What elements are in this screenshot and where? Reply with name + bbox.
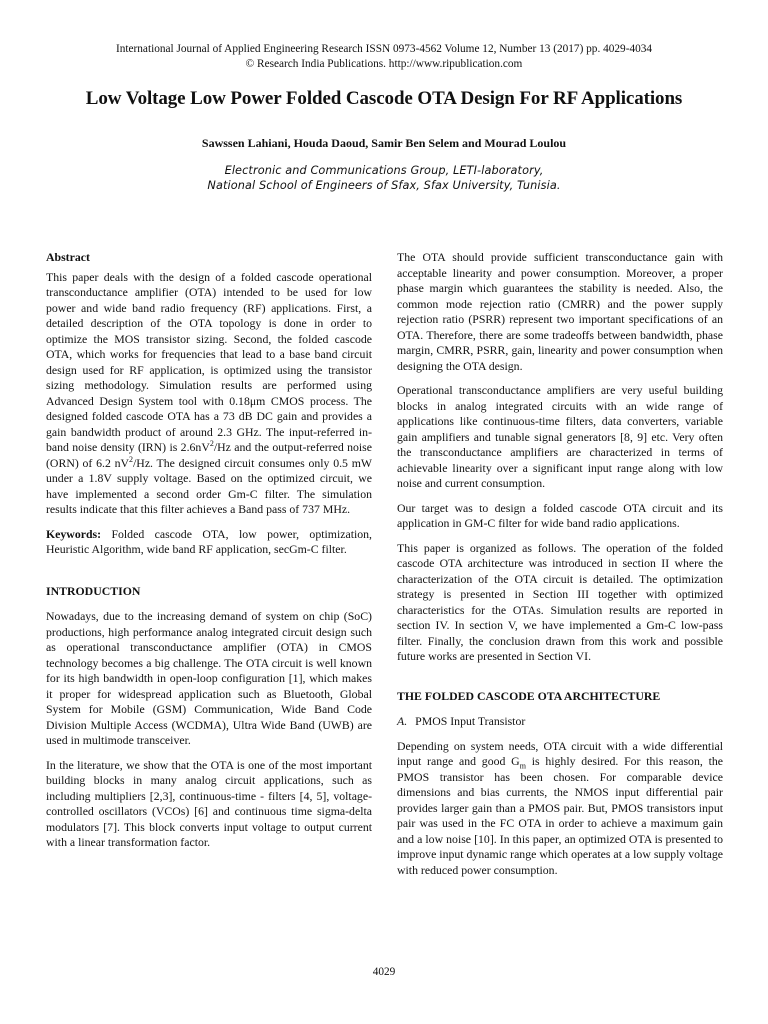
keywords-label: Keywords:	[46, 526, 102, 541]
authors: Sawssen Lahiani, Houda Daoud, Samir Ben Selem and Mourad Loulou	[201, 136, 567, 150]
journal-header-line1: International Journal of Applied Engineering Research ISSN 0973-4562 Volume 12, Number 13 (2017) pp. 4029-4034	[115, 43, 653, 55]
introduction-paragraph-1: Nowadays, due to the increasing demand of system on chip (SoC) productions, high performance analog integrated circuit design such as operational transconductance amplifier (OTA) in CMOS technology becomes a big challenge. The OTA circuit is well known for its high bandwidth in open-loop configuration [1], which makes it proper for widespread application such as Bluetooth, Global System for Mobile (GSM) Communication, Wide Band Code Division Multiple Access (WCDMA), Ultra Wide Band (UWB) are used in multimode transceiver.	[46, 609, 372, 747]
arch-part1: Depending on system needs, OTA circuit with a wide differential input range and good G	[397, 738, 723, 768]
journal-header-line2: © Research India Publications. http://www.ripublication.com	[245, 58, 523, 70]
abstract-part2: /Hz and the output-referred noise (ORN) of 6.2 nV	[46, 440, 372, 470]
keywords-text: Folded cascode OTA, low power, optimization, Heuristic Algorithm, wide band RF application, secGm-C filter.	[46, 526, 372, 556]
keywords	[46, 527, 372, 558]
abstract-sup1: 2	[209, 439, 214, 449]
right-paragraph-3: Our target was to design a folded cascode OTA circuit and its application in GM-C filter for wide band radio applications.	[397, 500, 723, 530]
left-column	[46, 250, 372, 860]
right-paragraph-4: This paper is organized as follows. The operation of the folded cascode OTA architecture was introduced in section II where the characterization of the OTA circuit is detailed. The optimization strategy is presented in Section III together with optimized characteristics for the OTAs. Simulation results are reported in section IV. In section V, we have implemented a Gm-C low-pass filter. Finally, the conclusion drawn from this work and possible future works are presented in Section VI.	[397, 540, 723, 663]
subsection-title: PMOS Input Transistor	[415, 714, 526, 728]
introduction-paragraph-2: In the literature, we show that the OTA is one of the most important building blocks in many analog circuit applications, such as including multipliers [2,3], continuous-time - filters [4, 5], voltage-controlled oscillators (VCOs) [6] and continuous time sigma-delta modulators [7]. This block converts input voltage to output current with a linear transformation factor.	[46, 757, 372, 849]
page-number: 4029	[372, 966, 396, 978]
right-paragraph-2: Operational transconductance amplifiers are very useful building blocks in analog integrated circuits with an wide range of applications like continuous-time filters, data converters, variable gain amplifiers and tunable signal generators [8, 9] etc. Very often the transconductance amplifiers are characterized in terms of achievable linearity over a significant input range along with low noise and current consumption.	[397, 383, 723, 490]
abstract-text	[46, 270, 372, 518]
affiliation-line2: National School of Engineers of Sfax, Sfax University, Tunisia.	[207, 179, 561, 192]
affiliation-line1: Electronic and Communications Group, LETI-laboratory,	[224, 164, 544, 177]
subsection-letter: A.	[397, 714, 408, 728]
abstract-part1: This paper deals with the design of a folded cascode operational transconductance amplifier (OTA) intended to be used for low power and wide band radio frequency (RF) applications. First, a detailed description of the OTA topology is done in order to optimize the MOS transistor sizing. Second, the folded cascode OTA, which works for frequencies that lead to a base band circuit design used for RF application, is optimized using the transistor sizing methodology. Simulation results are performed using Advanced Design System tool with 0.18μm CMOS process. The designed folded cascode OTA has a 73 dB DC gain and provides a gain bandwidth product of around 2.3 GHz. The input-referred in-band noise density (IRN) is 2.6nV	[46, 269, 372, 454]
abstract-sup2: 2	[129, 454, 134, 464]
paper-title: Low Voltage Low Power Folded Cascode OTA Design For RF Applications	[85, 88, 683, 109]
abstract-heading: Abstract	[46, 250, 90, 264]
right-paragraph-1: The OTA should provide sufficient transconductance gain with acceptable linearity and power consumption. Moreover, a proper phase margin which guarantees the stability is needed. Also, the common mode rejection ratio (CMRR) and the power supply rejection ratio (PSRR) represent two important specifications of an OTA. Therefore, there are some tradeoffs between bandwidth, phase margin, CMRR, PSRR, gain, linearity and power consumption when designing the OTA design.	[397, 250, 723, 373]
arch-part2: is highly desired. For this reason, the PMOS transistor has been chosen. For comparable device dimensions and bias currents, the NMOS input differential pair provides larger gain than a PMOS pair. But, PMOS transistors input pair was used in the FC OTA in order to achieve a maximum gain and a low noise [10]. In this paper, an optimized OTA is presented to improve input dynamic range which operates at a low supply voltage with reduced power consumption.	[397, 754, 723, 877]
abstract-part3: /Hz. The designed circuit consumes only 0.5 mW under a 1.8V supply voltage. Based on the optimized circuit, we have implemented a second order Gm-C filter. The simulation results indicate that this filter achieves a Band pass of 737 MHz.	[46, 455, 373, 516]
architecture-heading: THE FOLDED CASCODE OTA ARCHITECTURE	[397, 688, 661, 703]
arch-sub: m	[519, 761, 526, 771]
introduction-heading: INTRODUCTION	[46, 583, 141, 598]
right-column	[397, 250, 723, 887]
architecture-paragraph	[397, 739, 723, 879]
subsection-heading	[397, 714, 723, 730]
